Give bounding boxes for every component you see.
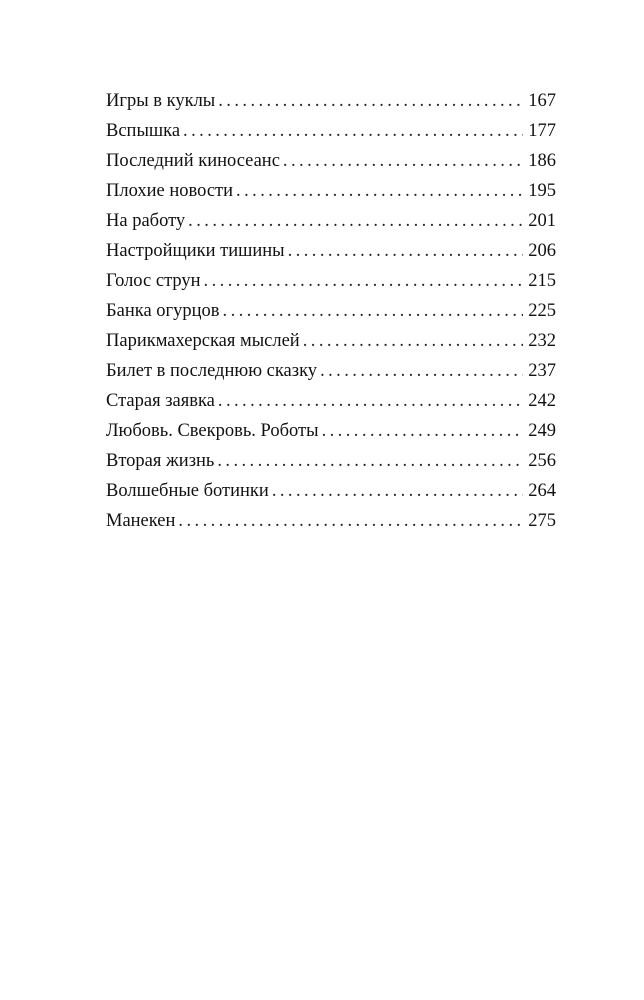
dot-leader [178,506,523,536]
toc-entry-title: Парикмахерская мыслей [106,331,300,351]
toc-entry-title: Манекен [106,511,176,531]
toc-entry-page: 195 [528,181,556,201]
toc-entry [106,506,556,536]
dot-leader [288,236,523,266]
dot-leader [204,266,523,296]
toc-entry-page: 215 [528,271,556,291]
toc-entry-title: Плохие новости [106,181,234,201]
toc-entry-page: 186 [528,151,556,171]
toc-entry [106,86,556,116]
toc-entry-title: Волшебные ботинки [106,481,269,501]
toc-entry [106,236,556,266]
toc-entry-title: Вторая жизнь [106,451,215,471]
dot-leader [223,296,523,326]
toc-entry-title: Игры в куклы [106,91,216,111]
dot-leader [320,356,523,386]
dot-leader [272,476,523,506]
toc-entry-title: Билет в последнюю сказку [106,361,318,381]
toc-entry [106,146,556,176]
dot-leader [183,116,523,146]
toc-entry-page: 249 [528,421,556,441]
toc-entry-page: 275 [528,511,556,531]
dot-leader [188,206,523,236]
dot-leader [218,86,523,116]
toc-entry [106,296,556,326]
toc-entry [106,416,556,446]
dot-leader [236,176,523,206]
toc-entry-title: Старая заявка [106,391,215,411]
toc-entry [106,356,556,386]
toc-entry-title: Настройщики тишины [106,241,285,261]
toc-entry [106,266,556,296]
toc-entry-title: Любовь. Свекровь. Роботы [106,421,319,441]
dot-leader [303,326,523,356]
toc-entry [106,206,556,236]
toc-entry-page: 256 [528,451,556,471]
dot-leader [217,446,523,476]
toc-entry-page: 264 [528,481,556,501]
toc-entry-page: 201 [528,211,556,231]
table-of-contents [106,86,556,536]
toc-entry [106,326,556,356]
toc-entry [106,176,556,206]
toc-entry-title: Последний киносеанс [106,151,280,171]
dot-leader [322,416,523,446]
toc-entry-page: 167 [528,91,556,111]
toc-entry [106,116,556,146]
toc-entry [106,446,556,476]
toc-entry-title: Голос струн [106,271,201,291]
toc-entry [106,386,556,416]
toc-entry-page: 242 [528,391,556,411]
toc-entry-page: 225 [528,301,556,321]
toc-entry-page: 206 [528,241,556,261]
toc-entry [106,476,556,506]
toc-entry-page: 232 [528,331,556,351]
toc-entry-page: 177 [528,121,556,141]
dot-leader [218,386,523,416]
toc-entry-page: 237 [528,361,556,381]
dot-leader [283,146,523,176]
toc-entry-title: Банка огурцов [106,301,220,321]
toc-entry-title: Вспышка [106,121,181,141]
toc-entry-title: На работу [106,211,186,231]
